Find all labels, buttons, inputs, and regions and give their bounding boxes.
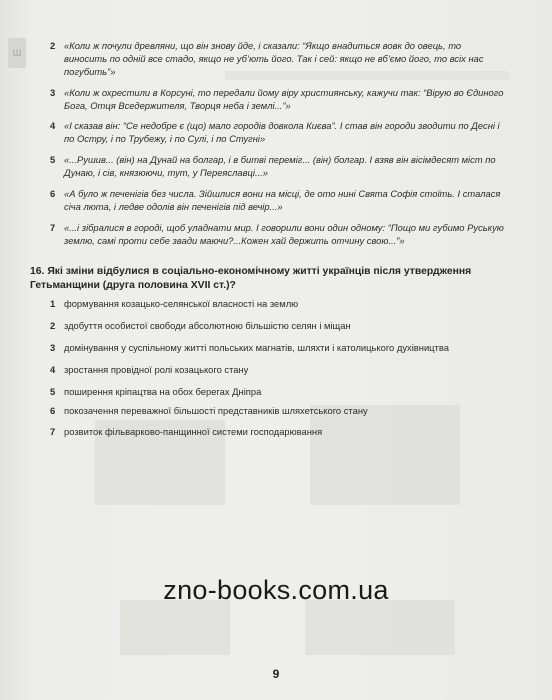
quote-number: 4 <box>50 120 56 131</box>
option-number: 3 <box>50 342 56 353</box>
option-text: здобуття особистої свободи абсолютною більшістю селян і міщан <box>64 320 351 331</box>
quote-text: «А було ж печенігів без числа. Зійшлися вони на місці, де ото нині Свята Софія стоїть. І сталася січа люта, і ледве одолів він печенігів під вечір...» <box>64 188 501 212</box>
answer-option <box>50 298 500 310</box>
quote-item <box>50 187 505 213</box>
bleed-through-image-2 <box>310 405 460 505</box>
question-number: 16. <box>30 266 45 277</box>
quote-number: 5 <box>50 154 56 165</box>
quote-number: 7 <box>50 222 56 233</box>
answer-option <box>50 320 500 332</box>
option-number: 7 <box>50 426 56 437</box>
quote-text: «...і зібралися в городі, щоб уладнати мир. І говорили вони один одному: “Пощо ми губимо Руськую землю, самі проти себе звади маючи?...Кожен хай держить отчину свою...”» <box>64 222 504 246</box>
page-number: 9 <box>272 667 280 681</box>
question-16 <box>30 265 510 293</box>
quote-text: «Коли ж охрестили в Корсуні, то передали йому віру християнську, кажучи так: “Вірую во Єдиного Бога, Отця Вседержителя, Творця неба і землі...”» <box>64 87 504 111</box>
option-text: розвиток фільварково-панщинної системи господарювання <box>64 426 323 437</box>
answer-option <box>50 342 500 354</box>
quote-number: 2 <box>50 40 56 51</box>
margin-marker: Ш <box>8 38 26 68</box>
bleed-through-image-3 <box>120 600 230 655</box>
bleed-through-image-4 <box>305 600 455 655</box>
quote-item <box>50 153 505 179</box>
watermark: zno-books.com.ua <box>163 575 389 605</box>
quote-text: «...Рушив... (він) на Дунай на болгар, і в битві переміг... (він) болгар. І взяв він вісімдесят міст по Дунаю, і сів, князюючи, тут, у Переяславці...» <box>64 154 496 178</box>
option-text: зростання провідної ролі козацького стану <box>64 364 249 375</box>
option-number: 5 <box>50 386 56 397</box>
option-text: домінування у суспільному житті польських магнатів, шляхти і католицького духівництва <box>64 342 449 353</box>
quote-item <box>50 39 505 78</box>
answer-option <box>50 386 500 398</box>
option-text: формування козацько-селянської власності на землю <box>64 298 299 309</box>
quote-text: «Коли ж почули древляни, що він знову йде, і сказали: “Якщо внадиться вовк до овець, то виносить по одній все стадо, якщо не уб’ють його. Так і сей: якщо не вб’ємо його, то всіх нас погубить”» <box>64 40 484 77</box>
option-number: 1 <box>50 298 56 309</box>
quote-number: 3 <box>50 87 56 98</box>
question-text: Які зміни відбулися в соціально-економічному житті українців після утвердження Гетьманщини (друга половина XVII ст.)? <box>30 266 472 291</box>
answer-option <box>50 364 500 376</box>
quote-number: 6 <box>50 188 56 199</box>
option-text: покозачення переважної більшості представників шляхетського стану <box>64 405 368 416</box>
quote-text: «І сказав він: “Се недобре є (що) мало городів довкола Києва”. І став він городи зводити по Десні і по Остру, і по Трубежу, і по Сулі, і по Стугні» <box>64 120 500 144</box>
answer-option <box>50 405 500 417</box>
option-number: 6 <box>50 405 56 416</box>
option-text: поширення кріпацтва на обох берегах Дніпра <box>64 386 262 397</box>
quote-item <box>50 119 505 145</box>
quote-item <box>50 221 505 247</box>
option-number: 4 <box>50 364 56 375</box>
answer-option <box>50 426 500 438</box>
option-number: 2 <box>50 320 56 331</box>
quote-item <box>50 86 505 112</box>
